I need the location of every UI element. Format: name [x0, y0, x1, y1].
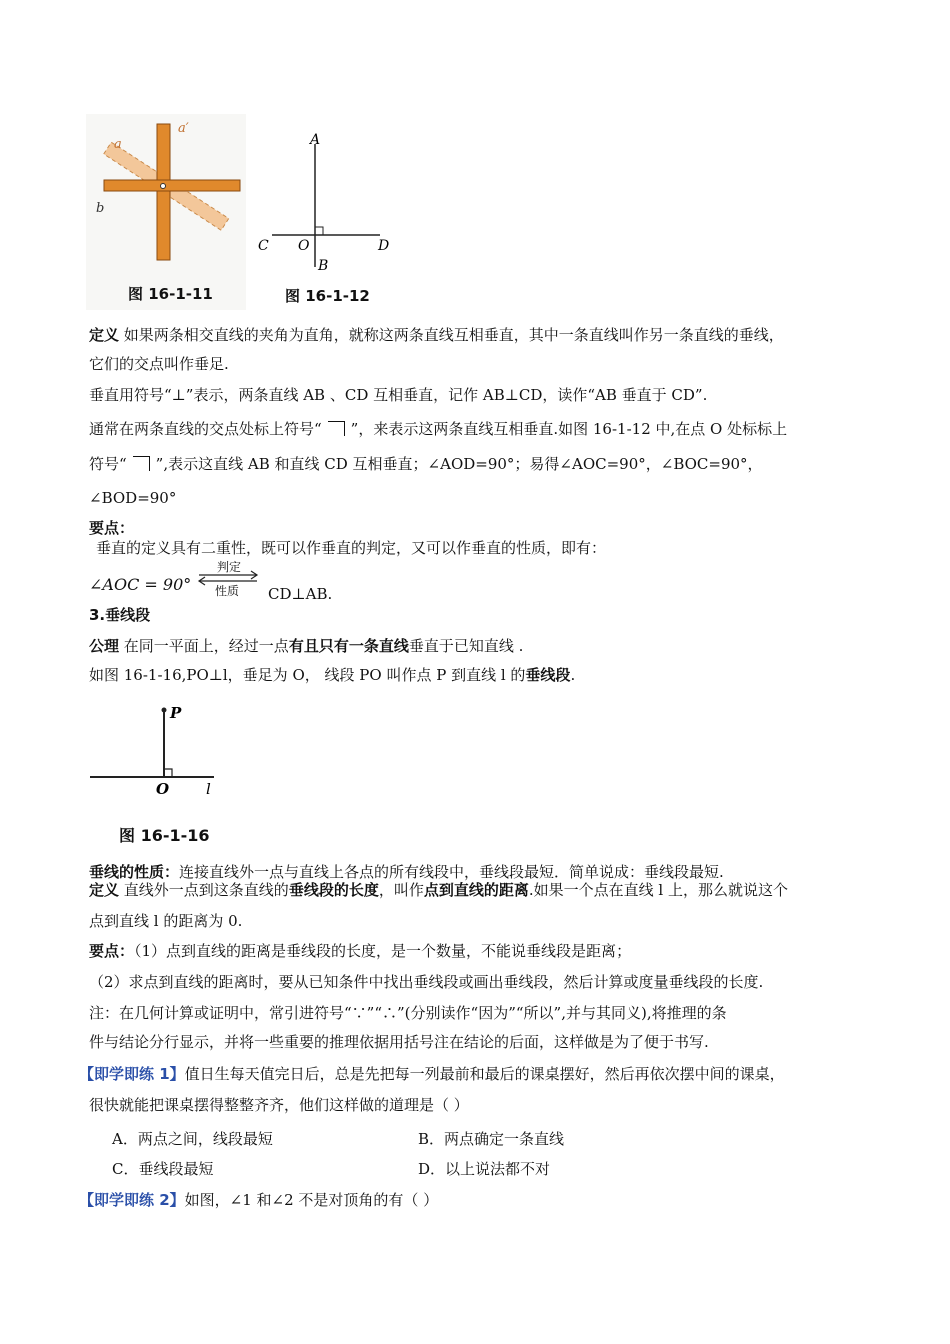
definition-2-line-2: 点到直线 l 的距离为 0. [89, 912, 243, 930]
definition-text-2: 它们的交点叫作垂足. [89, 355, 229, 373]
figure-16-1-11 [86, 114, 246, 310]
horizontal-stick [104, 180, 240, 191]
formula-right: CD⊥AB. [268, 585, 333, 603]
definition-2-bold-2: 点到直线的距离 [423, 881, 529, 899]
definition-label: 定义 [89, 326, 120, 344]
exercise-2 [79, 1190, 438, 1210]
axiom-text-1: 在同一平面上，经过一点 [123, 637, 289, 655]
definition-2-bold-1: 垂线段的长度 [288, 881, 379, 899]
key-point-2-item-2: （2）求点到直线的距离时，要从已知条件中找出垂线段或画出垂线段，然后计算或度量垂线段的长度. [89, 973, 764, 991]
definition-2-text-2: ，叫作 [378, 881, 424, 899]
axiom-label: 公理 [89, 637, 120, 655]
symbol-description: 垂直用符号“⊥”表示，两条直线 AB 、CD 互相垂直，记作 AB⊥CD，读作“AB 垂直于 CD”. [89, 386, 708, 404]
example-bold: 垂线段 [525, 666, 571, 684]
property-label: 垂线的性质： [89, 863, 180, 881]
note-line-2: 件与结论分行显示，并将一些重要的推理依据用括号注在结论的后面，这样做是为了便于书写. [89, 1033, 709, 1051]
exercise-1-text-2: 很快就能把课桌摆得整整齐齐，他们这样做的道理是（ ） [89, 1096, 469, 1114]
key-point-2-item-1: （1）点到直线的距离是垂线段的长度，是一个数量，不能说垂线段是距离； [134, 942, 632, 960]
usual-text-1b: ”，来表示这两条直线互相垂直.如图 16-1-12 中,在点 O 处标标上 [350, 420, 788, 438]
option-D[interactable]: D．以上说法都不对 [418, 1160, 551, 1178]
definition-2-label: 定义 [89, 881, 120, 899]
label-a: a [114, 137, 122, 152]
axiom-bold: 有且只有一条直线 [288, 637, 409, 655]
exercise-1-text-1: 值日生每天值完日后，总是先把每一列最前和最后的课桌摆好，然后再依次摆中间的课桌， [184, 1065, 785, 1083]
exercise-2-text: 如图，∠1 和∠2 不是对顶角的有（ ） [184, 1191, 439, 1209]
figure-16-1-16 [88, 696, 228, 800]
double-arrow [195, 558, 265, 598]
point-A: A [310, 132, 321, 148]
usual-text-2a: 符号“ [89, 455, 127, 473]
label-b: b [96, 201, 105, 216]
exercise-2-label: 【即学即练 2】 [79, 1191, 185, 1209]
option-A[interactable]: A．两点之间，线段最短 [112, 1130, 273, 1148]
point-O: O [298, 238, 310, 254]
right-angle-symbol [133, 456, 150, 471]
property-text: 连接直线外一点与直线上各点的所有线段中，垂线段最短．简单说成：垂线段最短. [179, 863, 724, 881]
point-B: B [318, 258, 329, 274]
perpendicular-segment-diagram [88, 696, 228, 800]
perpendicular-lines-diagram [252, 122, 402, 282]
section-3-title: 3.垂线段 [89, 606, 151, 624]
note-line-1: 注：在几何计算或证明中，常引进符号“∵”“∴”(分别读作“因为”“所以”,并与其同义),将推理的条 [89, 1004, 727, 1022]
axiom-text-2: 垂直于已知直线 . [408, 637, 524, 655]
definition-text-1: 如果两条相交直线的夹角为直角，就称这两条直线互相垂直，其中一条直线叫作另一条直线的垂线， [123, 326, 784, 344]
usual-marking-line-3: ∠BOD=90° [89, 489, 177, 507]
key-point-label-1: 要点： [89, 519, 135, 537]
caption-fig-12: 图 16-1-12 [285, 287, 370, 305]
arrow-label-bottom: 性质 [215, 584, 240, 598]
caption-fig-11: 图 16-1-11 [128, 285, 213, 303]
perpendicular-property [89, 862, 724, 882]
caption-fig-16: 图 16-1-16 [119, 826, 210, 845]
definition-distance [89, 880, 788, 900]
figure-16-1-12 [252, 122, 402, 282]
example-text-2: . [570, 666, 576, 684]
point-O: O [156, 780, 170, 798]
exercise-1 [79, 1064, 785, 1084]
option-C[interactable]: C．垂线段最短 [112, 1160, 214, 1178]
crossed-sticks-diagram [86, 114, 246, 310]
right-angle-symbol [328, 421, 345, 436]
label-a-prime: a′ [178, 121, 189, 136]
usual-text-2b: ”,表示这直线 AB 和直线 CD 互相垂直；∠AOD=90°；易得∠AOC=90°，∠BOC=90°， [155, 455, 763, 473]
formula-left: ∠AOC = 90° [89, 575, 192, 594]
example-text [89, 665, 575, 685]
key-point-2 [89, 941, 631, 961]
point-C: C [258, 238, 269, 254]
exercise-1-label: 【即学即练 1】 [79, 1065, 185, 1083]
usual-text-1a: 通常在两条直线的交点处标上符号“ [89, 420, 322, 438]
key-point-text-1: 垂直的定义具有二重性，既可以作垂直的判定，又可以作垂直的性质，即有： [96, 539, 607, 557]
usual-marking-line-2 [89, 454, 763, 474]
arrow-label-top: 判定 [217, 560, 242, 574]
definition-perpendicular [89, 325, 784, 345]
definition-2-text-3: .如果一个点在直线 l 上，那么就说这个 [528, 881, 788, 899]
example-text-1: 如图 16-1-16,PO⊥l，垂足为 O， 线段 PO 叫作点 P 到直线 l 的 [89, 666, 526, 684]
point-D: D [378, 238, 390, 254]
axiom [89, 636, 523, 656]
vertical-stick [157, 124, 170, 260]
usual-marking-line-1 [89, 419, 787, 439]
key-point-label-2: 要点： [89, 942, 135, 960]
definition-2-text-1: 直线外一点到这条直线的 [123, 881, 289, 899]
option-B[interactable]: B．两点确定一条直线 [418, 1130, 565, 1148]
point-P: P [170, 704, 182, 722]
line-l: l [206, 780, 211, 798]
